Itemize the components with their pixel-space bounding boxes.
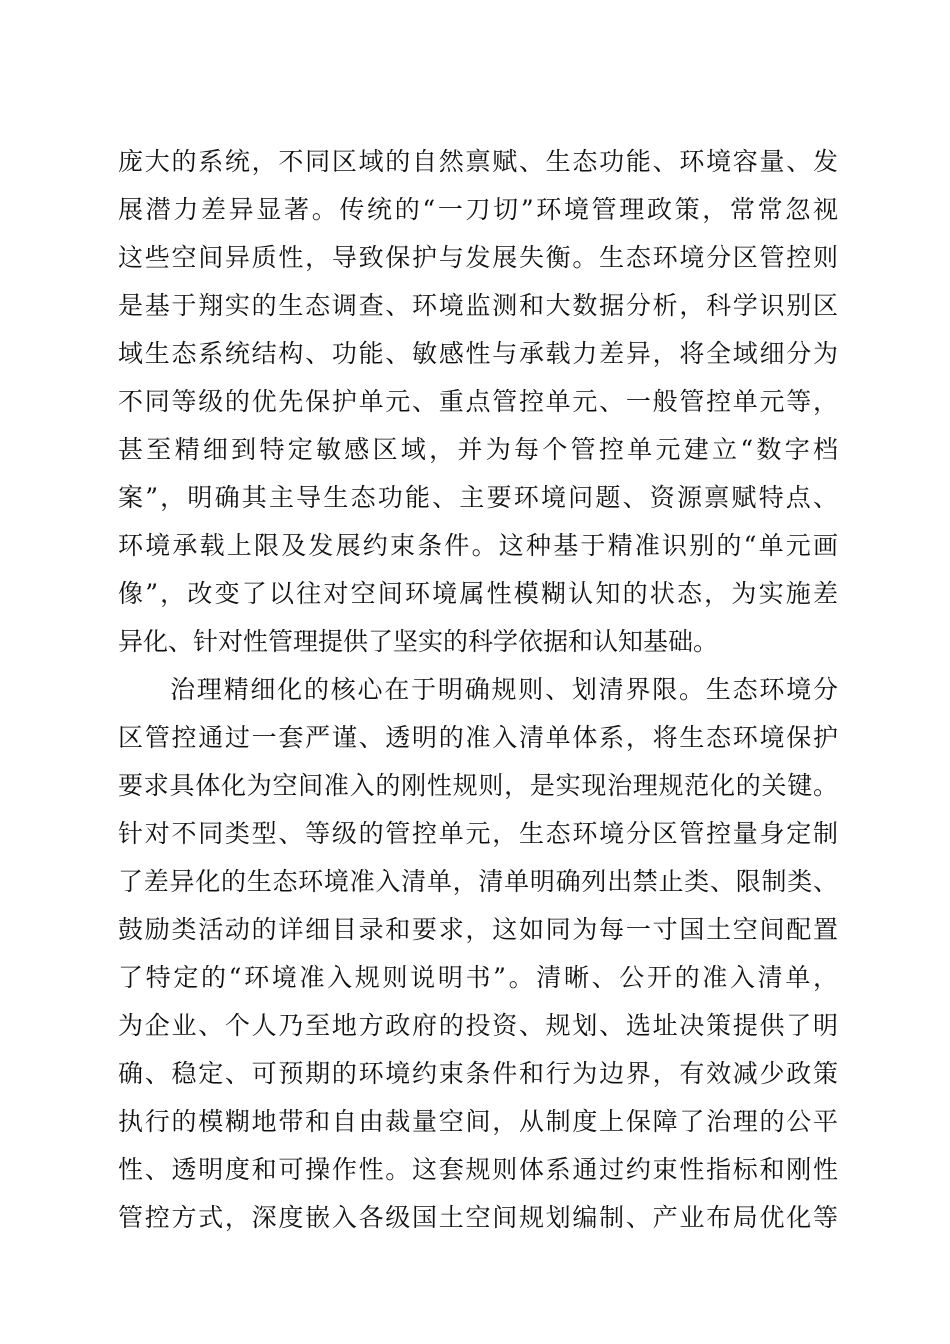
text-line: 异化、针对性管理提供了坚实的科学依据和认知基础。	[118, 627, 719, 656]
text-line: 环境承载上限及发展约束条件。这种基于精准识别的“单元画	[118, 531, 838, 560]
text-line: 域生态系统结构、功能、敏感性与承载力差异，将全域细分为	[118, 339, 838, 368]
text-line: 区管控通过一套严谨、透明的准入清单体系，将生态环境保护	[118, 723, 838, 752]
paragraph-2	[118, 666, 838, 1242]
text-line: 像”，改变了以往对空间环境属性模糊认知的状态，为实施差	[118, 579, 838, 608]
text-line: 案”，明确其主导生态功能、主要环境问题、资源禀赋特点、	[118, 483, 838, 512]
text-line: 庞大的系统，不同区域的自然禀赋、生态功能、环境容量、发	[118, 147, 838, 176]
text-line: 执行的模糊地带和自由裁量空间，从制度上保障了治理的公平	[118, 1107, 838, 1136]
paragraph-1	[118, 138, 838, 666]
text-line: 了特定的“环境准入规则说明书”。清晰、公开的准入清单，	[118, 963, 838, 992]
text-line: 不同等级的优先保护单元、重点管控单元、一般管控单元等，	[118, 387, 838, 416]
text-line: 展潜力差异显著。传统的“一刀切”环境管理政策，常常忽视	[118, 195, 838, 224]
text-line: 要求具体化为空间准入的刚性规则，是实现治理规范化的关键。	[118, 771, 838, 800]
text-line: 确、稳定、可预期的环境约束条件和行为边界，有效减少政策	[118, 1059, 838, 1088]
text-line: 鼓励类活动的详细目录和要求，这如同为每一寸国土空间配置	[118, 915, 838, 944]
text-line: 性、透明度和可操作性。这套规则体系通过约束性指标和刚性	[118, 1155, 838, 1184]
document-body	[118, 138, 838, 1242]
text-line: 是基于翔实的生态调查、环境监测和大数据分析，科学识别区	[118, 291, 838, 320]
text-line: 甚至精细到特定敏感区域，并为每个管控单元建立“数字档	[118, 435, 838, 464]
text-line: 管控方式，深度嵌入各级国土空间规划编制、产业布局优化等	[118, 1203, 838, 1232]
text-line: 为企业、个人乃至地方政府的投资、规划、选址决策提供了明	[118, 1011, 838, 1040]
text-line: 治理精细化的核心在于明确规则、划清界限。生态环境分	[170, 675, 838, 704]
text-line: 了差异化的生态环境准入清单，清单明确列出禁止类、限制类、	[118, 867, 838, 896]
text-line: 这些空间异质性，导致保护与发展失衡。生态环境分区管控则	[118, 243, 838, 272]
text-line: 针对不同类型、等级的管控单元，生态环境分区管控量身定制	[118, 819, 838, 848]
